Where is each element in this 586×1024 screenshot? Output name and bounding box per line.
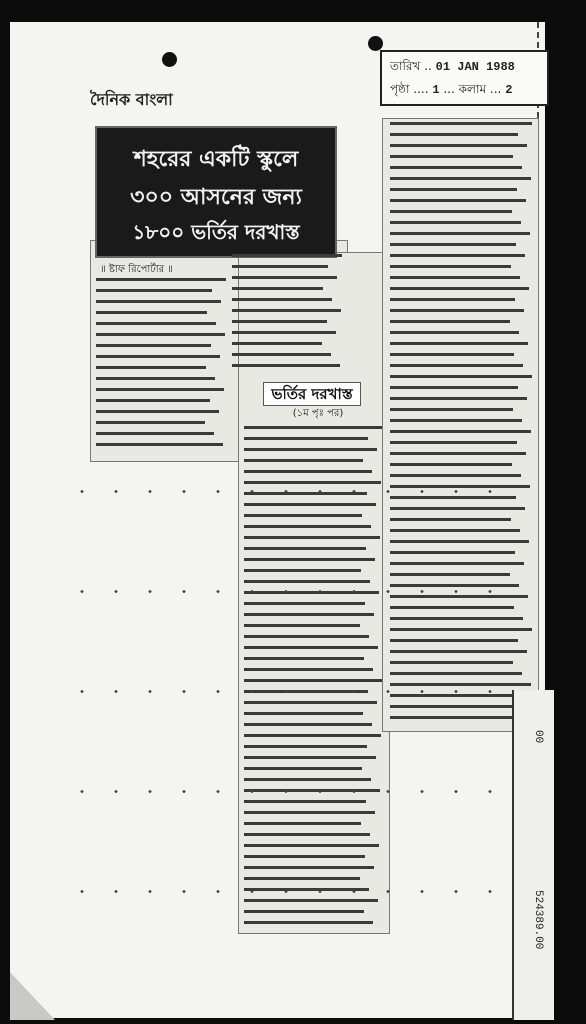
text-line: [390, 683, 531, 686]
text-line: [244, 470, 372, 473]
text-line: [390, 452, 526, 455]
dotted-rule: [65, 590, 505, 593]
text-line: [390, 342, 528, 345]
text-line: [390, 166, 522, 169]
text-line: [390, 133, 518, 136]
text-line: [244, 767, 362, 770]
punch-hole: [162, 52, 177, 67]
text-line: [244, 525, 371, 528]
column-value: 2: [505, 83, 513, 97]
text-line: [232, 309, 341, 312]
text-line: [244, 800, 366, 803]
text-line: [390, 331, 519, 334]
text-line: [390, 562, 524, 565]
text-line: [96, 355, 220, 358]
text-line: [244, 547, 366, 550]
text-line: [232, 320, 327, 323]
text-line: [390, 463, 512, 466]
text-line: [390, 199, 526, 202]
text-line: [390, 265, 511, 268]
text-line: [390, 397, 527, 400]
text-line: [244, 481, 381, 484]
text-line: [390, 672, 522, 675]
text-line: [244, 679, 382, 682]
text-line: [96, 366, 206, 369]
text-line: [244, 602, 365, 605]
text-line: [96, 322, 216, 325]
text-line: [244, 745, 367, 748]
text-line: [232, 298, 332, 301]
headline-line: ১৮০০ ভর্তির দরখাস্ত: [132, 220, 300, 244]
text-line: [390, 540, 529, 543]
text-line: [390, 705, 526, 708]
text-line: [232, 287, 323, 290]
text-line: [96, 443, 223, 446]
text-line: [390, 617, 523, 620]
text-line: [390, 529, 520, 532]
text-line: [244, 514, 362, 517]
text-line: [390, 353, 514, 356]
text-line: [96, 344, 211, 347]
text-line: [390, 364, 523, 367]
text-line: [390, 188, 517, 191]
text-line: [96, 300, 221, 303]
text-line: [244, 536, 380, 539]
text-line: [96, 421, 205, 424]
text-line: [390, 144, 527, 147]
text-line: [390, 606, 514, 609]
text-line: [244, 712, 363, 715]
text-line: [244, 734, 381, 737]
text-line: [390, 375, 532, 378]
text-line: [390, 232, 530, 235]
text-line: [232, 265, 328, 268]
text-line: [244, 657, 364, 660]
text-line: [244, 580, 370, 583]
text-line: [244, 426, 382, 429]
text-line: [244, 921, 373, 924]
text-line: [96, 432, 214, 435]
text-line: [390, 320, 510, 323]
text-line: [232, 353, 331, 356]
dotted-rule: [65, 890, 505, 893]
text-line: [390, 419, 522, 422]
text-line: [96, 311, 207, 314]
text-line: [390, 496, 516, 499]
text-line: [390, 650, 527, 653]
text-line: [244, 437, 368, 440]
text-line: [390, 221, 521, 224]
text-line: [390, 716, 512, 719]
text-line: [390, 694, 517, 697]
text-line: [390, 628, 532, 631]
text-line: [390, 430, 531, 433]
text-line: [390, 386, 518, 389]
text-line: [244, 459, 363, 462]
text-line: [390, 122, 532, 125]
text-line: [390, 518, 511, 521]
document-page: [10, 22, 545, 1018]
date-stamp: তারিখ .. 01 JAN 1988 পৃষ্ঠা .... 1 ... কলাম ... 2: [380, 50, 549, 106]
text-line: [244, 833, 370, 836]
headline-line: ৩০০ আসনের জন্য: [130, 185, 302, 210]
text-line: [244, 613, 374, 616]
dotted-rule: [65, 490, 505, 493]
side-number: 524389.00: [532, 890, 544, 950]
text-line: [96, 278, 226, 281]
text-line: [244, 910, 364, 913]
headline-line: শহরের একটি স্কুলে: [133, 147, 299, 172]
text-line: [96, 289, 212, 292]
text-line: [244, 646, 378, 649]
text-line: [96, 333, 225, 336]
text-line: [390, 276, 520, 279]
text-line: [390, 485, 530, 488]
text-line: [244, 668, 373, 671]
text-line: [244, 723, 372, 726]
article-subhead: ভর্তির দরখাস্ত: [263, 382, 361, 406]
punch-hole: [368, 36, 383, 51]
continued-note: (১ম পৃঃ পর): [292, 408, 344, 419]
page-value: 1: [432, 83, 440, 97]
text-line: [244, 899, 378, 902]
text-line: [390, 551, 515, 554]
text-line: [232, 342, 322, 345]
text-line: [390, 584, 519, 587]
text-line: [96, 377, 215, 380]
text-line: [232, 364, 340, 367]
publication-name: দৈনিক বাংলা: [90, 90, 173, 109]
dotted-rule: [65, 690, 505, 693]
text-line: [244, 448, 377, 451]
page-label: পৃষ্ঠা: [390, 82, 410, 96]
text-line: [390, 474, 521, 477]
text-line: [390, 573, 510, 576]
text-line: [390, 309, 524, 312]
curled-sheet-edge: [512, 690, 554, 1020]
text-line: [390, 441, 517, 444]
headline-box: [95, 126, 337, 258]
text-line: [244, 756, 376, 759]
text-line: [244, 877, 360, 880]
text-line: [244, 701, 377, 704]
text-line: [390, 661, 513, 664]
text-line: [390, 155, 513, 158]
side-number: 00: [532, 730, 544, 744]
text-line: [96, 388, 224, 391]
text-line: [244, 503, 376, 506]
column-label: কলাম: [458, 82, 487, 96]
text-line: [232, 276, 337, 279]
text-line: [390, 210, 512, 213]
text-line: [244, 624, 360, 627]
date-label: তারিখ: [390, 59, 421, 73]
text-line: [390, 254, 525, 257]
text-line: [96, 410, 219, 413]
text-line: [244, 569, 361, 572]
dotted-rule: [65, 790, 505, 793]
text-line: [390, 507, 525, 510]
text-line: [244, 558, 375, 561]
text-line: [390, 595, 528, 598]
text-line: [244, 635, 369, 638]
date-value: 01 JAN 1988: [435, 60, 515, 74]
text-line: [244, 822, 361, 825]
text-line: [390, 177, 531, 180]
text-line: [244, 811, 375, 814]
text-line: [96, 399, 210, 402]
text-line: [390, 243, 516, 246]
byline: ॥ ষ্টাফ রিপোর্টার ॥: [100, 264, 173, 275]
text-line: [244, 778, 371, 781]
folded-corner: [10, 972, 55, 1020]
text-line: [232, 331, 336, 334]
text-line: [244, 855, 365, 858]
text-line: [390, 298, 515, 301]
text-line: [232, 254, 342, 257]
text-line: [244, 844, 379, 847]
text-line: [390, 639, 518, 642]
text-line: [390, 408, 513, 411]
text-line: [390, 287, 529, 290]
text-line: [244, 866, 374, 869]
